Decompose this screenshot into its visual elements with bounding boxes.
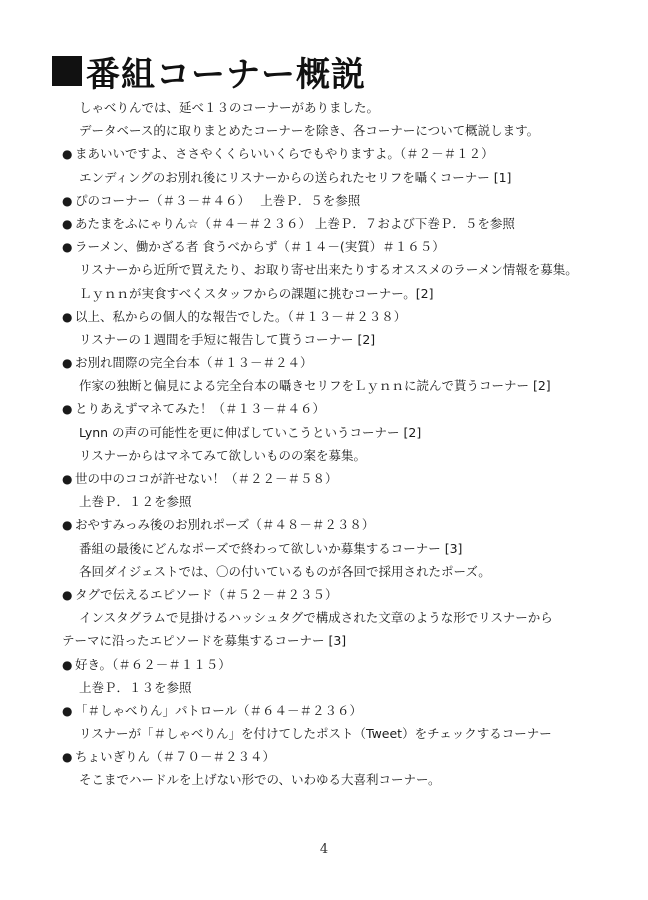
bullet-icon: ●: [62, 587, 73, 602]
corner-title: ぴのコーナー（＃３－＃４６） 上巻Ｐ．５を参照: [75, 192, 361, 208]
corner-description: エンディングのお別れ後にリスナーからの送られたセリフを囁くコーナー [1]: [79, 169, 512, 185]
corner-description: 番組の最後にどんなポーズで終わって欲しいか募集するコーナー [3]: [79, 540, 463, 556]
corner-title: お別れ間際の完全台本（＃１３－＃２４）: [75, 355, 313, 371]
corner-item-title: [62, 467, 622, 490]
corner-title: おやすみっみ後のお別れポーズ（＃４８－＃２３８）: [75, 517, 375, 533]
corner-item-title: [62, 513, 622, 536]
bullet-icon: ●: [62, 309, 73, 324]
corner-item-title: [62, 189, 622, 212]
section-title: 番組コーナー概説: [86, 54, 366, 95]
corner-description: リスナーの１週間を手短に報告して貰うコーナー [2]: [79, 331, 376, 347]
bullet-icon: ●: [62, 703, 73, 718]
bullet-icon: ●: [62, 356, 73, 371]
intro-line: データベース的に取りまとめたコーナーを除き、各コーナーについて概説します。: [79, 123, 540, 139]
corner-title: あたまをふにゃりん☆（＃４－＃２３６） 上巻Ｐ．７および下巻Ｐ．５を参照: [75, 215, 515, 231]
bullet-icon: ●: [62, 216, 73, 231]
corner-item-title: [62, 235, 622, 258]
corner-description-continuation: テーマに沿ったエピソードを募集するコーナー [3]: [62, 633, 347, 649]
bullet-icon: ●: [62, 402, 73, 417]
bullet-icon: ●: [62, 193, 73, 208]
bullet-icon: ●: [62, 240, 73, 255]
corner-description: Lynn の声の可能性を更に伸ばしていこうというコーナー [2]: [79, 424, 422, 440]
corner-description: Ｌｙｎｎが実食すべくスタッフからの課題に挑むコーナー。[2]: [79, 285, 434, 301]
corner-item-title: [62, 351, 622, 374]
intro-line: しゃべりんでは、延べ１３のコーナーがありました。: [79, 100, 380, 115]
section-heading: [52, 46, 366, 96]
corner-item-title: [62, 583, 622, 606]
corner-title: 世の中のココが許せない！（＃２２－＃５８）: [75, 471, 338, 486]
corner-title: ラーメン、働かざる者 食うべからず（＃１４－(実質）＃１６５）: [75, 239, 445, 255]
bullet-icon: ●: [62, 750, 73, 765]
corner-title: タグで伝えるエピソード（＃５２－＃２３５）: [75, 586, 338, 602]
corner-item-title: [62, 745, 622, 768]
body-text: [62, 96, 622, 792]
corner-description: リスナーからはマネてみて欲しいものの案を募集。: [79, 447, 367, 463]
page-number: 4: [319, 842, 329, 857]
corner-item-title: [62, 397, 622, 420]
heading-square-marker: [52, 56, 82, 86]
corner-description: 上巻Ｐ．１２を参照: [79, 494, 192, 510]
corner-item-title: [62, 653, 622, 676]
corner-description: 作家の独断と偏見による完全台本の囁きセリフをＬｙｎｎに読んで貰うコーナー [2]: [79, 378, 551, 394]
corner-description: 各回ダイジェストでは、〇の付いているものが各回で採用されたポーズ。: [79, 563, 491, 579]
corner-description: そこまでハードルを上げない形での、いわゆる大喜利コーナー。: [79, 772, 441, 788]
corner-description: 上巻Ｐ．１３を参照: [79, 679, 192, 695]
bullet-icon: ●: [62, 472, 73, 486]
bullet-icon: ●: [62, 147, 73, 162]
corner-title: 「＃しゃべりん」パトロール（＃６４－＃２３６）: [75, 702, 363, 718]
corner-description: インスタグラムで見掛けるハッシュタグで構成された文章のような形でリスナーから: [79, 610, 553, 626]
corner-title: 好き。（＃６２－＃１１５）: [75, 656, 231, 672]
corner-item-title: [62, 142, 622, 165]
corner-description: リスナーが「＃しゃべりん」を付けてしたポスト（Tweet）をチェックするコーナー: [79, 726, 552, 742]
corner-description: リスナーから近所で買えたり、お取り寄せ出来たりするオススメのラーメン情報を募集。: [79, 262, 578, 278]
corner-title: まあいいですよ、ささやくくらいいくらでもやりますよ。（＃２－＃１２）: [75, 146, 494, 162]
corner-item-title: [62, 212, 622, 235]
corner-title: ちょいぎりん（＃７０－＃２３４）: [75, 749, 276, 765]
corner-item-title: [62, 305, 622, 328]
bullet-icon: ●: [62, 657, 73, 672]
corner-title: 以上、私からの個人的な報告でした。（＃１３－＃２３８）: [75, 308, 407, 324]
bullet-icon: ●: [62, 518, 73, 533]
corner-title: とりあえずマネてみた！（＃１３－＃４６）: [75, 401, 326, 417]
corner-item-title: [62, 699, 622, 722]
